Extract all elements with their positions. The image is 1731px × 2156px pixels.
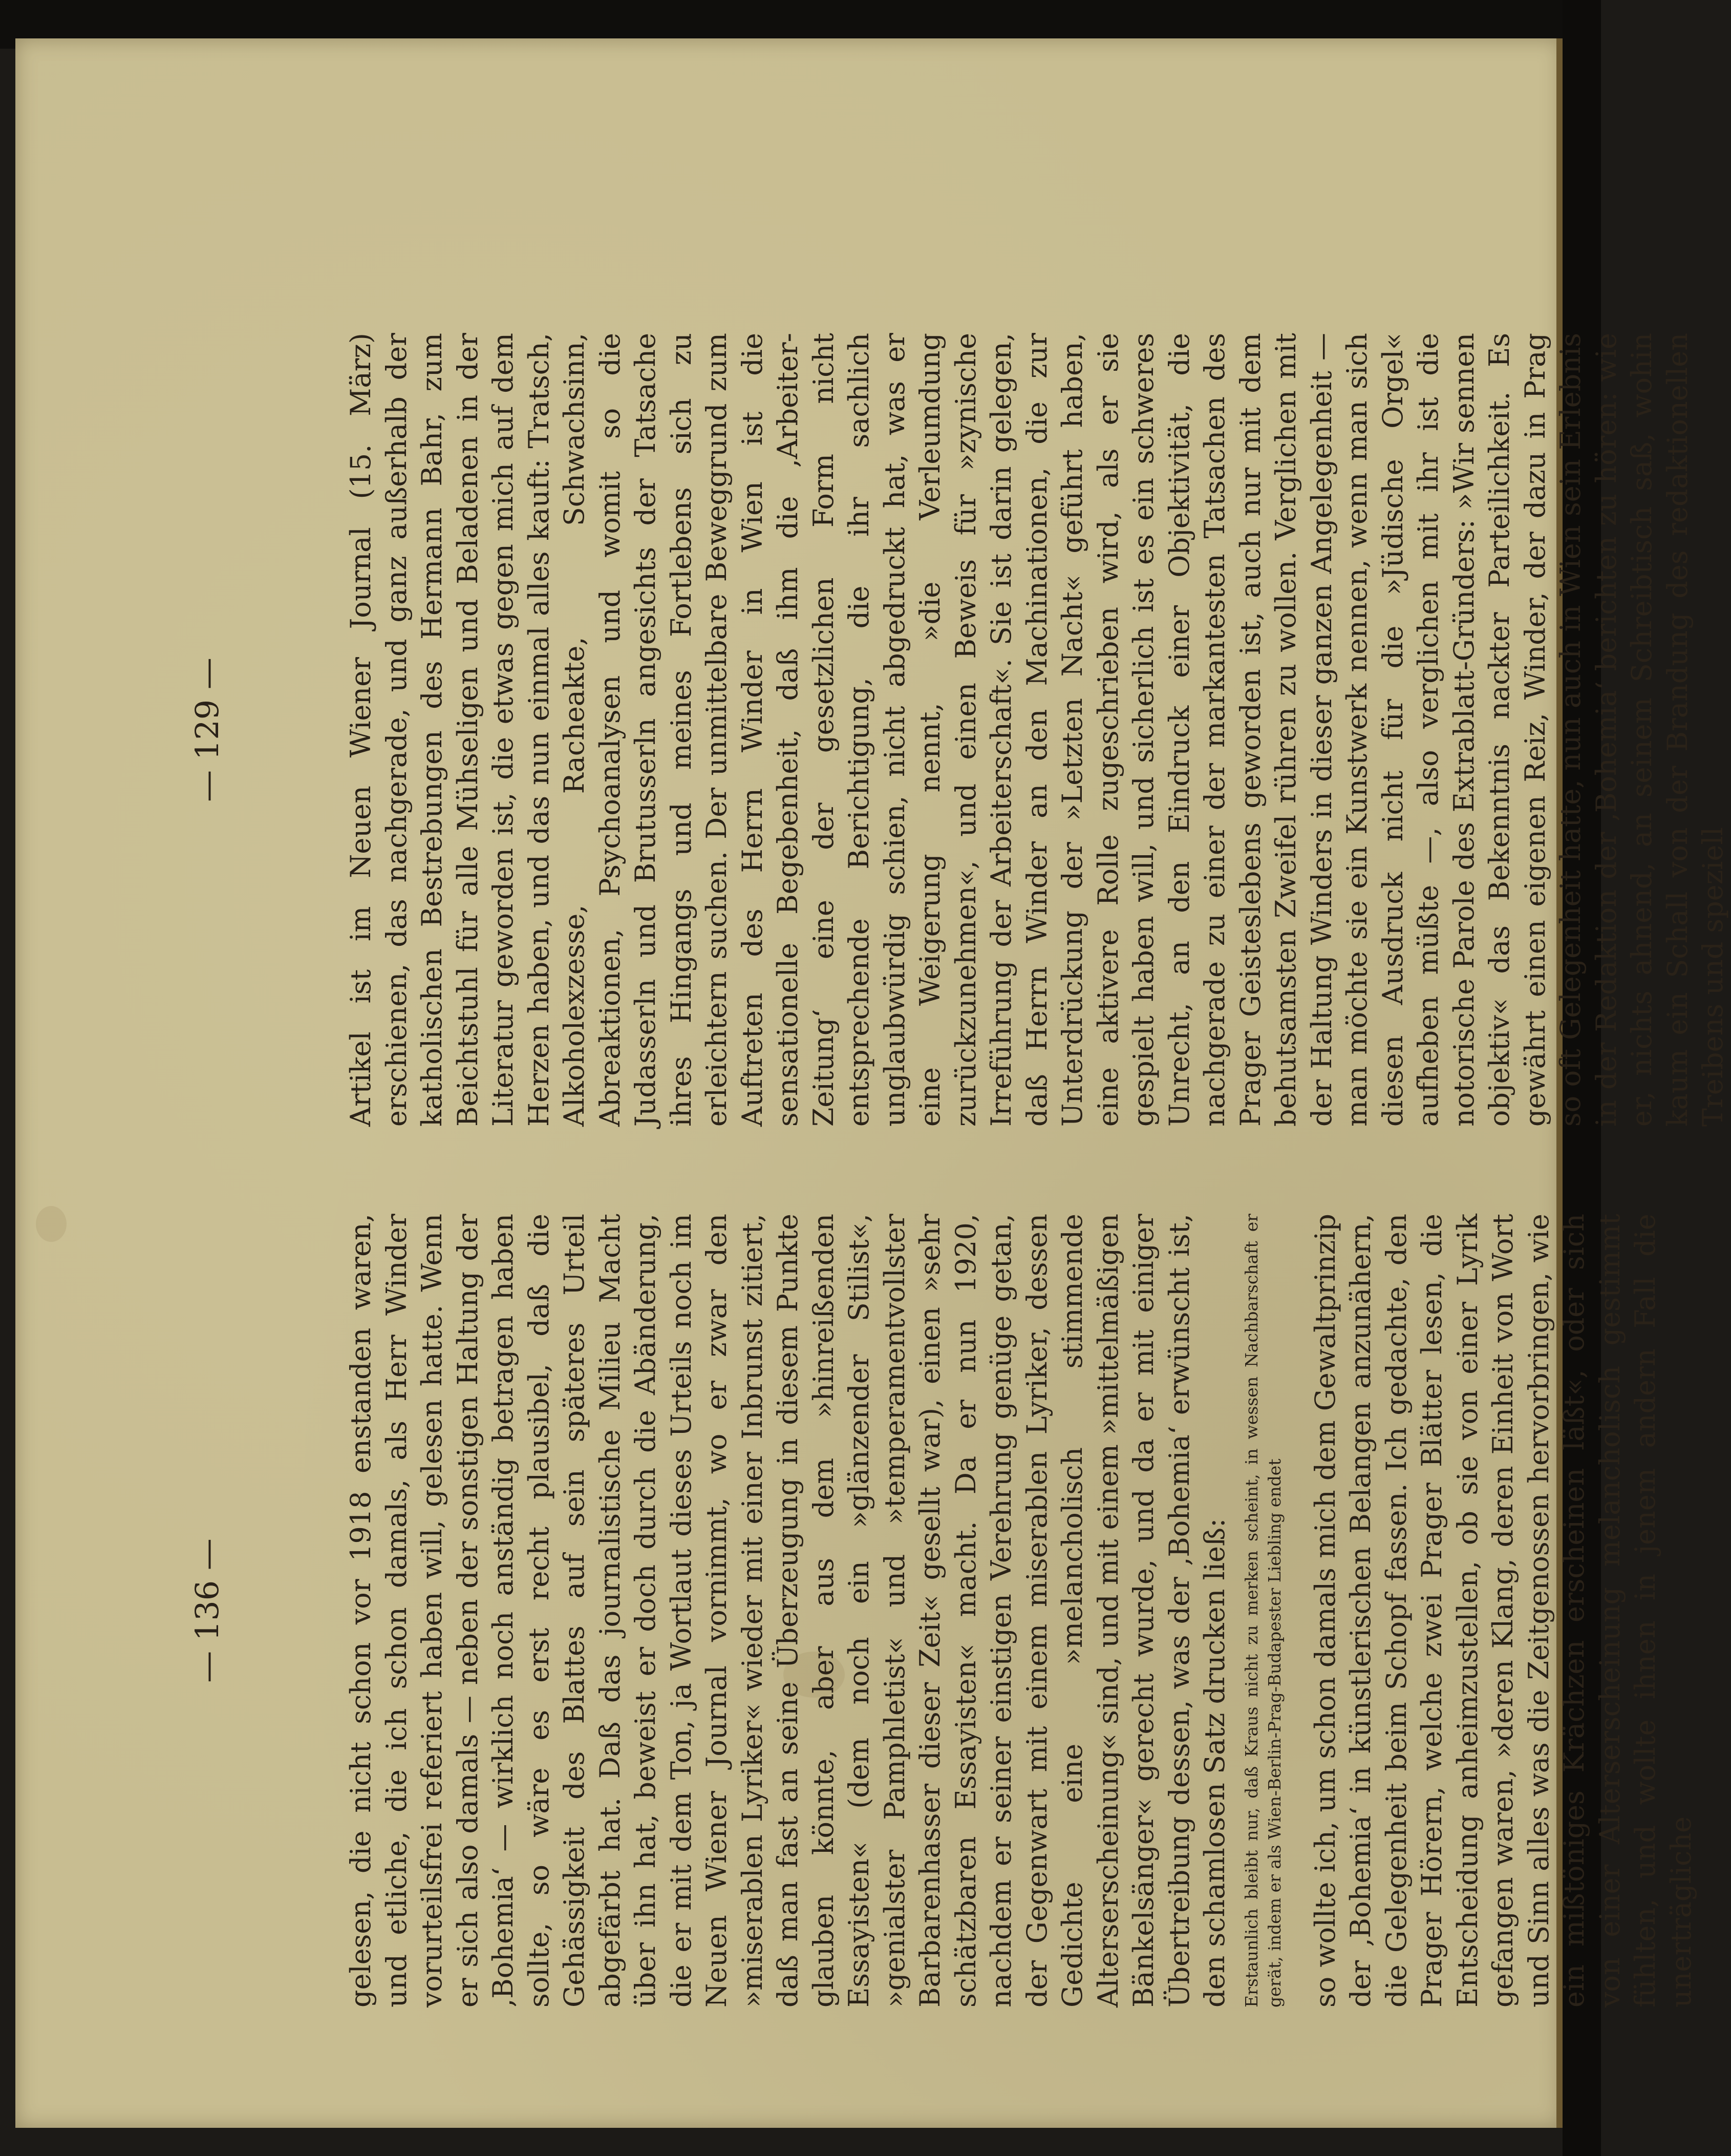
- page-body: [343, 333, 1731, 1127]
- paragraph: Artikel ist im Neuen Wiener Journal (15. März) erschienen, das nachgerade, und ganz außerhalb der katholischen Bestrebungen des Hermann Bahr, zum Beichtstuhl für alle Mühseligen und Beladenen in der Literatur geworden ist, die etwas gegen mich auf dem Herzen haben, und das nun einmal alles kauft: Tratsch, Alkoholexzesse, Racheakte, Schwachsinn, Abreaktionen, Psychoanalysen und womit so die Judasserln und Brutusserln angesichts der Tatsache ihres Hingangs und meines Fortlebens sich zu erleichtern suchen. Der unmittelbare Beweggrund zum Auftreten des Herrn Winder in Wien ist die sensationelle Begebenheit, daß ihm die ‚Arbeiter-Zeitung‘ eine der gesetzlichen Form nicht entsprechende Berichtigung, die ihr sachlich unglaubwürdig schien, nicht abgedruckt hat, was er eine Weigerung nennt, »die Verleumdung zurückzunehmen«, und einen Beweis für »zynische Irreführung der Arbeiterschaft«. Sie ist darin gelegen, daß Herrn Winder an den Machinationen, die zur Unterdrückung der »Letzten Nacht« geführt haben, eine aktivere Rolle zugeschrieben wird, als er sie gespielt haben will, und sicherlich ist es ein schweres Unrecht, an den Eindruck einer Objektivität, die nachgerade zu einer der markantesten Tatsachen des Prager Geisteslebens geworden ist, auch nur mit dem behutsamsten Zweifel rühren zu wollen. Verglichen mit der Haltung Winders in dieser ganzen Angelegenheit — man möchte sie ein Kunstwerk nennen, wenn man sich diesen Ausdruck nicht für die »Jüdische Orgel« aufheben müßte —, also verglichen mit ihr ist die notorische Parole des Extrablatt-Gründers: »Wir sennen objektiv« das Bekenntnis nackter Parteilichkeit. Es gewährt einen eigenen Reiz, Winder, der dazu in Prag so oft Gelegenheit hatte, nun auch in Wien sein Erlebnis in der Redaktion der ‚Bohemia‘ berichten zu hören: wie er, nichts ahnend, an seinem Schreibtisch saß, wohin kaum ein Schall von der Brandung des redaktionellen Treibens und speziell: [345, 333, 1729, 1127]
- page-body: [343, 1214, 1699, 2007]
- paper-stain: [36, 1206, 67, 1242]
- page-number: — 129 —: [188, 658, 226, 802]
- page-number: — 136 —: [188, 1538, 226, 1683]
- page-136: [184, 1214, 1697, 2007]
- rotated-text-spread: [184, 256, 1729, 2007]
- paragraph: so wollte ich, um schon damals mich dem Gewaltprinzip der ‚Bohemia‘ in künstlerischen Belangen anzunähern, die Gelegenheit beim Schopf fassen. Ich gedachte, den Prager Hörern, welche zwei Prager Blätter lesen, die Entscheidung anheimzustellen, ob sie von einer Lyrik gefangen waren, »deren Klang, deren Einheit von Wort und Sinn alles was die Zeitgenossen hervorbringen, wie ein mißtöniges Krächzen erscheinen läßt«, oder sich von einer Alterserscheinung melancholisch gestimmt fühlten, und wollte ihnen in jenem andern Fall die unerträgliche: [1309, 1214, 1697, 2007]
- footnote: Erstaunlich bleibt nur, daß Kraus nicht zu merken scheint, in wessen Nachbarschaft er gerät, indem er als Wien-Berlin-Prag-Budapester Liebling endet: [1241, 1214, 1285, 2007]
- paragraph: gelesen, die nicht schon vor 1918 enstanden waren, und etliche, die ich schon damals, als Herr Winder vorurteilsfrei referiert haben will, gelesen hatte. Wenn er sich also damals — neben der sonstigen Haltung der ‚Bohemia‘ — wirklich noch anständig betragen haben sollte, so wäre es erst recht plausibel, daß die Gehässigkeit des Blattes auf sein späteres Urteil abgefärbt hat. Daß das journalistische Milieu Macht über ihn hat, beweist er doch durch die Abänderung, die er mit dem Ton, ja Wortlaut dieses Urteils noch im Neuen Wiener Journal vornimmt, wo er zwar den »miserablen Lyriker« wieder mit einer Inbrunst zitiert, daß man fast an seine Überzeugung in diesem Punkte glauben könnte, aber aus dem »hinreißenden Essayisten« (dem noch ein »glänzender Stilist«, »genialster Pamphletist« und »temperamentvollster Barbarenhasser dieser Zeit« gesellt war), einen »sehr schätzbaren Essayisten« macht. Da er nun 1920, nachdem er seiner einstigen Verehrung genüge getan, der Gegenwart mit einem miserablen Lyriker, dessen Gedichte eine »melancholisch stimmende Alterserscheinung« sind, und mit einem »mittelmäßigen Bänkelsänger« gerecht wurde, und da er mit einiger Übertreibung dessen, was der ‚Bohemia‘ erwünscht ist, den schamlosen Satz drucken ließ:: [345, 1214, 1231, 2007]
- page-129: [184, 333, 1729, 1127]
